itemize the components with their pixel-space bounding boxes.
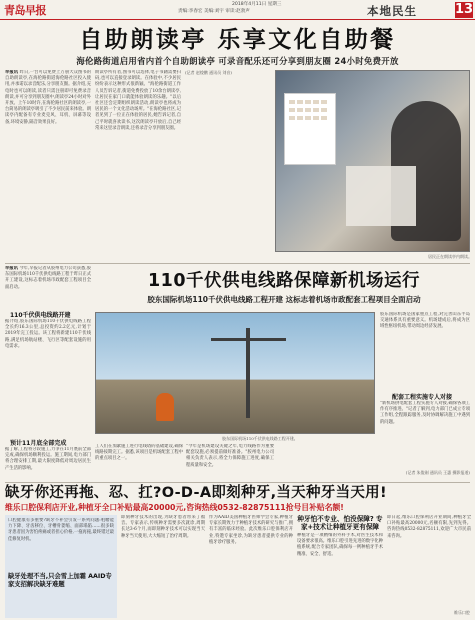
story3-headline: 缺牙你还再拖、忍、扛?O-D-A即刻种牙,当天种牙当天用!: [5, 485, 387, 501]
section-title: 本地民生: [367, 4, 417, 18]
story1-col1-text: 昨日,一台可以免费上万册大众图书的自助朗读亭,在海伦路街道海伦路社区投入使用,并承诺以录音配乐,分享朋友圈。据介绍,充电时也可以朗读,读者只需注册即可免费录音朗读,并可分享到朋友圈中,朗读亭24小时对外开放。上午10时许,在海伦路社区的朗读亭,一台简易的朗读亭吸引了不少居民前来体验。朗读亭内配备有专业麦克风、耳机、屏幕等设备,环境安静,隔音效果良好。: [5, 70, 91, 125]
story2-subhead-1: 110千伏供电线路开建: [10, 312, 71, 319]
story2-col6-text: "新机场供电配套工程实施专人对接,确保各项工作有序推进。"记者了解到,电力部门已成立专项工作组,全程跟踪服务,及时协调解决施工中遇到的问题。: [380, 401, 470, 425]
story2-photo: [95, 312, 375, 434]
page-number: 13: [455, 2, 474, 17]
tower-crossarm: [211, 338, 286, 341]
story1-photo: [275, 70, 470, 252]
story3-col1-text: 即刻种牙技术的出现,为缺牙患者带来了福音。专家表示,传统种牙需要多次就诊,周期长达3-6个月,而即刻种牙技术可以实现当天种牙当天使用,大大缩短了治疗周期。: [121, 515, 205, 539]
story1-lead: 早报讯: [5, 70, 19, 75]
booth-screen: [346, 166, 416, 226]
story2-intro-text: 今年,早报记者从胶州电力公司获悉,胶东国际机场110千伏供电线路工程于昨日正式开工建设,这标志着机场市政配套工程项目全面启动。: [5, 266, 91, 290]
story2-lead: 早报讯: [5, 266, 18, 271]
story2-byline: (记者 朱俊刚 通讯员 王惠 摄影报道): [405, 470, 470, 475]
newspaper-logo: [4, 2, 66, 17]
section-divider-1: [5, 263, 470, 264]
story2-photo-caption: 胶东国际机场110千伏供电线路工程开建。: [222, 436, 298, 441]
section-divider-2: [5, 482, 470, 483]
story1-photo-caption: 居民正在朗读亭内朗读。: [428, 254, 472, 259]
tower-beam: [246, 328, 250, 418]
story3-col3-text: 种植牙是一项精细的外科手术,对医生技术和设备要求很高。维乐口腔引进先进的数字化种植系统,配合专家团队,确保每一例种植牙手术精准、安全、舒适。: [297, 533, 383, 557]
date-line: 2018年4月11日 星期三: [232, 2, 282, 7]
calendar-poster: [284, 93, 336, 165]
story2-intro: [5, 266, 91, 304]
worker-figure: [156, 393, 174, 421]
story2-col4-text: "今年是机场建设关键之年,电力线路作为重要配套设施,必须提前做好准备。"胶州电力公司相关负责人表示,将全力保障施工进度,确保工程质量和安全。: [186, 444, 274, 468]
story1-byline: (记者 赵梭鹏 通讯员 刘音): [185, 70, 232, 75]
story1-col2-text: 朗读亭所有者,图书可以选择,电子书籍需要扫码,也可以直接登录朗读。在体验中,不少居民纷纷表示这种形式很新颖。"海伦路街道工作人员告诉记者,街道免费投放了10余台朗读亭,让居民在家门口就能体验朗读的乐趣。"以后社区还会定期组织朗读活动,朗读亭也将成为居民的一个文化活动场所。"在海伦路社区,记者见到了一位正在体验的居民,她告诉记者,自己平时就喜欢读书,这次朗读亭开放后,自己经常来这里录音朗读,还将录音分享到朋友圈。: [95, 70, 181, 131]
story1-column-3: [185, 70, 273, 252]
story2-subheadline: 胶东国际机场110千伏供电线路工程开建 这标志着机场市政配套工程项目全面启动: [147, 295, 421, 304]
story3-col2-text: 作为AAID美国种植牙医师学会专家,种植牙专家长期致力于种植牙技术的研究与推广,拥有丰富的临床经验。此次维乐口腔保利店开业,特邀专家坐诊,为缺牙患者提供专业的种植牙诊疗服务。: [209, 515, 293, 545]
story3-signature: 维乐口腔: [454, 610, 470, 615]
logo-text: 青岛早报: [4, 4, 46, 17]
story1-column-1: [5, 70, 91, 252]
story3-box-text: 口腔健康有多重要?缺牙不补会引发一系列问题:咀嚼能力下降、牙齿移位、牙槽骨萎缩、面部塌陷……很多缺牙患者因为害怕疼痛或者担心价格,一拖再拖,最终错过最佳修复时机。: [8, 518, 114, 542]
story3-box: [5, 515, 117, 618]
story2-col5-text: 胶东国际机场是国家重点工程,对完善山东半岛交通体系具有重要意义。机场建成后,将成为区域性枢纽机场,带动周边经济发展。: [380, 312, 470, 330]
story1-headline: 自助朗读亭 乐享文化自助餐: [79, 27, 396, 53]
story2-col2-text: 据了解,工程将分段施工,力争在11月底前全部完成,确保机场顺利投运。施工期间,电力部门将合理安排工期,最大限度降低对周边居民生产生活的影响。: [5, 447, 91, 471]
story3-midhead: 种牙怕不专业、怕没保障? 专家+技术让种植牙更有保障: [297, 515, 383, 531]
story1-column-2: [95, 70, 181, 252]
story2-headline: 110千伏供电线路保障新机场运行: [147, 271, 421, 291]
story3-col4-text: 即日起,维乐口腔保利店开业期间,种植牙全口补贴最高20000元,名额有限,先到先得。咨询热线0532-82875111,欢迎广大市民前来咨询。: [387, 515, 471, 539]
story2-subhead-2: 预计11月底全部完成: [10, 440, 67, 447]
story2-col1-text: 据介绍,胶东国际机场110千伏供电线路工程全长约16.3公里,总投资约2.2亿元,计划于2019年完工投运。该工程将新建110千伏线路,满足机场航站楼、飞行区等配套设施的用电需求。: [5, 319, 91, 349]
story2-col3-text: 工人们在加紧施工进行电线塔的基础建设,确保线路按期完工。据悉,该项目是机场配套工程中的重点项目之一。: [95, 444, 183, 462]
story3-box-head: 缺牙处理不当,只会雪上加霜 AAID专家支招解决缺牙难题: [8, 573, 112, 588]
editors-line: 责编:李春宏 美编:刘宇 审读:赵勃声: [178, 9, 250, 14]
story1-subheadline: 海伦路街道启用省内首个自助朗读亭 可录音配乐还可分享到朋友圈 24小时免费开放: [76, 56, 399, 66]
story2-subhead-3: 配套工程实施专人对接: [392, 394, 453, 401]
story3-subheadline: 维乐口腔保利店开业,种植牙全口补贴最高20000元,咨询热线0532-82875111抢号目补贴名额!: [5, 503, 344, 512]
